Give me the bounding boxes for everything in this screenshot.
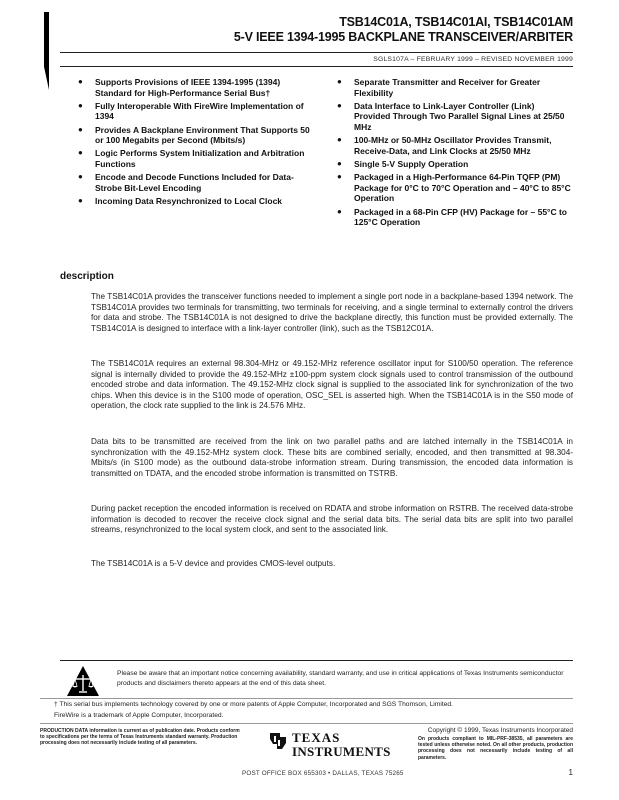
footnote-rule — [40, 723, 573, 724]
feature-item: ● Supports Provisions of IEEE 1394-1995 (1394) Standard for High-Performance Serial Bus† — [78, 77, 313, 98]
feature-item: ● Provides A Backplane Environment That Supports 50 or 100 Megabits per Second (Mbits/s) — [78, 125, 313, 146]
section-heading: description — [60, 271, 114, 282]
part-numbers-title: TSB14C01A, TSB14C01AI, TSB14C01AM — [339, 15, 573, 29]
important-notice: Please be aware that an important notice concerning availability, standard warranty, and use in critical applications of Texas Instruments semiconductor products and disclaimers thereto appears at the end of this data sheet. — [117, 670, 564, 687]
description-paragraph: The TSB14C01A requires an external 98.304-MHz or 49.152-MHz reference oscillator input for S100/50 operation. The reference signal is internally divided to provide the 49.152-MHz ±100-ppm system clock signals used to control transmission of the outbound encoded strobe and data information. The 49.152-MHz clock signal is supplied to the associated link for synchronization of the two chips. When this device is in the S100 mode of operation, OSC_SEL is asserted high. When the TSB14C01A is in the S50 mode of operation, the clock rate supplied to the link is 24.576 MHz. — [91, 359, 573, 411]
header-accent-bar — [44, 12, 49, 90]
mil-prf-notice: On products compliant to MIL-PRF-38535, all parameters are tested unless otherwise noted. On all other products, production processing does not necessarily include testing of all parameters. — [418, 736, 573, 761]
feature-item: ● Single 5-V Supply Operation — [337, 159, 573, 170]
feature-item: ● 100-MHz or 50-MHz Oscillator Provides Transmit, Receive-Data, and Link Clocks at 25/50 MHz — [337, 135, 573, 156]
product-title: 5-V IEEE 1394-1995 BACKPLANE TRANSCEIVER/ARBITER — [233, 30, 573, 44]
feature-item: ● Incoming Data Resynchronized to Local Clock — [78, 196, 313, 207]
feature-item: ● Packaged in a 68-Pin CFP (HV) Package for – 55°C to 125°C Operation — [337, 207, 573, 228]
description-paragraph: The TSB14C01A is a 5-V device and provides CMOS-level outputs. — [91, 559, 336, 568]
feature-item: ● Packaged in a High-Performance 64-Pin TQFP (PM) Package for 0°C to 70°C Operation and – 40°C to 85°C Operation — [337, 172, 573, 204]
ti-wordmark-instruments: INSTRUMENTS — [292, 744, 391, 759]
page-number: 1 — [568, 768, 573, 777]
feature-item: ● Logic Performs System Initialization and Arbitration Functions — [78, 148, 313, 169]
feature-item: ● Separate Transmitter and Receiver for Greater Flexibility — [337, 77, 573, 98]
footer-rule — [60, 660, 573, 661]
ti-wordmark-texas: TEXAS — [292, 730, 341, 745]
description-paragraph: Data bits to be transmitted are received from the link on two parallel paths and are latched internally in the TSB14C01A in synchronization with the 49.152-MHz system clock. These bits are combined serially, encoded, and then transmitted at 98.304-Mbits/s (in S100 mode) as the outbound data-strobe information stream. During transmission, the encoded data information is transmitted on TDATA, and the encoded strobe information is transmitted on TSTRB. — [91, 437, 573, 478]
feature-item: ● Encode and Decode Functions Included for Data-Strobe Bit-Level Encoding — [78, 172, 313, 193]
ti-logo-icon — [268, 731, 288, 751]
description-paragraph: The TSB14C01A provides the transceiver functions needed to implement a single port node in a backplane-based 1394 network. The TSB14C01A provides two terminals for transmitting, two terminals for receiving, and a single terminal to externally control the drivers for data and strobe. The TSB14C01A is not designed to drive the backplane directly, this function must be provided externally. The TSB14C01A is designed to interface with a link-layer controller (link), such as the TSB12C01A. — [91, 292, 573, 333]
header-rule-top — [60, 52, 573, 53]
postal-address: POST OFFICE BOX 655303 • DALLAS, TEXAS 75265 — [242, 770, 404, 777]
copyright: Copyright © 1999, Texas Instruments Incorporated — [427, 727, 573, 734]
feature-item: ● Data Interface to Link-Layer Controller (Link) Provided Through Two Parallel Signal Lines at 25/50 MHz — [337, 101, 573, 133]
production-data-notice: PRODUCTION DATA information is current as of publication date. Products conform to specifications per the terms of Texas Instruments standard warranty. Production processing does not necessarily include testing of all parameters. — [40, 728, 240, 747]
document-number: SGLS107A – FEBRUARY 1999 – REVISED NOVEMBER 1999 — [373, 56, 573, 63]
features-list-right — [337, 77, 573, 230]
feature-item: ● Fully Interoperable With FireWire Implementation of 1394 — [78, 101, 313, 122]
trademark-footnote: FireWire is a trademark of Apple Computer, Incorporated. — [54, 712, 224, 719]
patent-footnote: † This serial bus implements technology covered by one or more patents of Apple Computer, Incorporated and SGS Thomson, Limited. — [54, 701, 453, 708]
header-rule-bottom — [60, 66, 573, 67]
notice-rule — [40, 698, 573, 699]
warning-scales-icon — [66, 665, 100, 697]
features-list-left — [78, 77, 313, 209]
description-paragraph: During packet reception the encoded information is received on RDATA and strobe information on RSTRB. The received data-strobe information is decoded to recover the receive clock signal and the serial data bits. The serial data bits are split into two parallel streams, resynchronized to the local system clock, and sent to the associated link. — [91, 504, 573, 535]
